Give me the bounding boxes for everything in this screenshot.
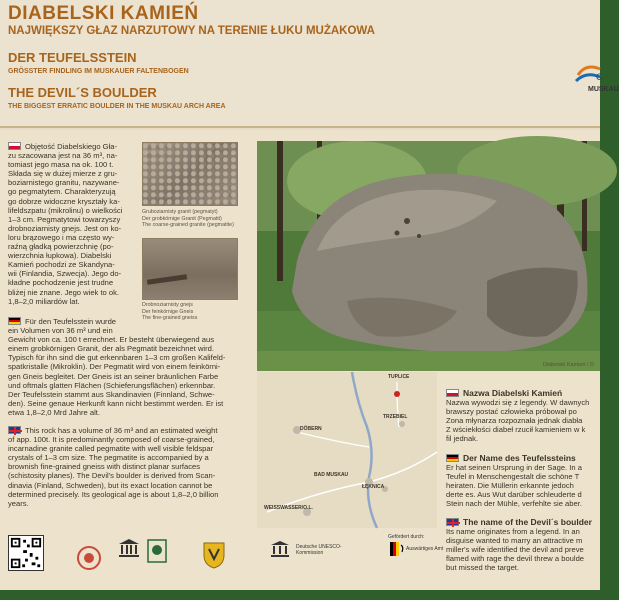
english-flag-icon xyxy=(8,426,21,434)
text-line: years. xyxy=(8,498,29,508)
section-line: flamed with rage the devil threw a boulde xyxy=(446,554,585,563)
text-line: einem grobkörnigen Granit, der als Pegmatit bezeichnet wird. xyxy=(8,344,214,354)
text-line: Składa się w dużej mierze z gru- xyxy=(8,169,118,179)
text-line: Für den Teufelsstein wurde xyxy=(25,317,117,326)
header xyxy=(0,0,619,128)
text-line: Der Teufelsstein stammt aus Skandinavien (Finnland, Schwe- xyxy=(8,389,215,399)
map-label-leknica: ŁĘKNICA xyxy=(362,484,385,490)
german-flag-icon xyxy=(446,454,459,462)
text-line: wii (Finlandia, Szwecja). Jego do- xyxy=(8,269,122,279)
german-subtitle: GRÖSSTER FINDLING IM MUSKAUER FALTENBOGEN xyxy=(8,68,189,75)
name-section-en xyxy=(446,517,606,572)
boulder-photo xyxy=(257,141,600,371)
section-line: but missed the target. xyxy=(446,563,520,572)
text-line: Objętość Diabelskiego Gła- xyxy=(25,142,118,151)
english-title: THE DEVIL´S BOULDER xyxy=(8,85,157,100)
coarse-granite-photo xyxy=(142,142,238,206)
text-line: und oftmals glatten Flächen (Schieferungsflächen) erkennbar. xyxy=(8,380,216,390)
map-label-bad-muskau: BAD MUSKAU xyxy=(314,472,349,478)
logo-text: MUSKAU xyxy=(588,86,619,93)
name-section-de xyxy=(446,453,606,508)
text-line: Gewicht von ca. 100 t errechnet. Er besteht überwiegend aus xyxy=(8,335,214,345)
polish-flag-icon xyxy=(446,389,459,397)
section-line: heiraten. Die Müllerin erkannte jedoch xyxy=(446,481,574,490)
text-line: brownish fine-grained gneiss with distinct planar surfaces xyxy=(8,462,201,472)
bottom-bar xyxy=(0,590,600,600)
section-heading: Nazwa Diabelski Kamień xyxy=(463,388,563,398)
section-line: Er hat seinen Ursprung in der Sage. In a xyxy=(446,463,582,472)
caption-line: Gruboziarnisty granit (pegmatyt) xyxy=(142,209,218,215)
text-line: gen Gneis begleitet. Der Gneis ist an seiner bräunlichen Farbe xyxy=(8,371,219,381)
text-line: loru brązowego i ma często wy- xyxy=(8,232,115,242)
funding-ministry: Auswärtiges Amt xyxy=(406,546,444,552)
text-line: ein Volumen von 36 m³ und ein xyxy=(8,326,113,336)
caption-line: The fine-grained gneiss xyxy=(142,315,198,322)
eagle-emblem-icon xyxy=(390,542,404,556)
text-line: bliżej nie znane. Jego wiek to ok. xyxy=(8,287,120,297)
german-flag-icon xyxy=(8,317,21,325)
text-line: kładne pochodzenie jest trudne xyxy=(8,278,114,288)
caption-line: The coarse-grained granite (pegmatite) xyxy=(142,222,234,229)
text-line: lifeldszpatu (mikrolinu) o wielkości xyxy=(8,205,123,215)
caption-line: Drobnoziarnisty gnejs xyxy=(142,302,193,308)
text-line: (schistosity planes). The Devil's boulder is derived from Scan- xyxy=(8,471,216,481)
english-flag-icon xyxy=(446,518,459,526)
hammer-icon xyxy=(147,274,187,285)
german-title: DER TEUFELSSTEIN xyxy=(8,50,137,65)
text-line: Kamień pochodzi ze Skandyna- xyxy=(8,260,115,270)
map-label-tuplice: TUPLICE xyxy=(388,374,410,380)
caption-line: Der feinkörnige Gneis xyxy=(142,308,194,315)
section-line: brawszy postać człowieka próbował po xyxy=(446,407,577,416)
english-text xyxy=(8,426,254,508)
partner-logo-icon xyxy=(76,545,102,571)
polish-flag-icon xyxy=(8,142,21,150)
coat-of-arms-icon xyxy=(202,541,226,569)
text-line: crystals of 1–3 cm size. The pegmatite is accompanied by a xyxy=(8,453,209,463)
text-line: go pegmatytem. Charakteryzują xyxy=(8,187,116,197)
text-line: 1,8–2,0 miliardów lat. xyxy=(8,296,80,306)
map-label-weisswasser: WEISSWASSER/O.L. xyxy=(264,505,313,511)
section-line: Stein nach der Mühle, verfehlte sie aber. xyxy=(446,499,582,508)
text-line: spatkristalle (Mikroklin). Der Pegmatit wird von einem feinkörni- xyxy=(8,362,221,372)
english-subtitle: THE BIGGEST ERRATIC BOULDER IN THE MUSKAU ARCH AREA xyxy=(8,103,226,110)
coarse-granite-caption xyxy=(142,209,252,229)
section-heading: The name of the Devil´s boulder xyxy=(463,517,592,527)
logo-letter: G xyxy=(596,72,604,82)
section-line: Z wściekłości diabeł rzucił kamieniem w k xyxy=(446,425,586,434)
unesco-logo-icon xyxy=(118,538,140,558)
funding-label: Gefördert durch: xyxy=(388,534,425,540)
text-line: etwa 1,8–2,0 Mrd Jahre alt. xyxy=(8,407,101,417)
page-subtitle: NAJWIĘKSZY GŁAZ NARZUTOWY NA TERENIE ŁUKU MUŻAKOWA xyxy=(8,25,375,37)
section-heading: Der Name des Teufelssteins xyxy=(463,453,576,463)
map-label-trzebiel: TRZEBIEL xyxy=(383,414,408,420)
text-line: 1–3 cm. Pegmatytowi towarzyszy xyxy=(8,214,121,224)
section-line: miller's wife identified the devil and preve xyxy=(446,545,584,554)
text-line: drobnoziarnisty gnejs. Jest on ko- xyxy=(8,223,122,233)
qr-code-icon[interactable] xyxy=(8,535,44,571)
text-line: This rock has a volume of 36 m³ and an estimated weight xyxy=(25,426,218,435)
caption-line: Der grobkörnige Granit (Pegmatit) xyxy=(142,215,222,222)
section-line: Teufel in Menschengestalt die schöne T xyxy=(446,472,580,481)
photo-credit: Diabelski Kamień / D xyxy=(543,362,595,368)
text-line: Typisch für ihn sind die gut erkennbaren 1–3 cm großen Kalifeld- xyxy=(8,353,226,363)
text-line: zu szacowana jest na 36 m³, na- xyxy=(8,151,118,161)
section-line: Nazwa wywodzi się z legendy. W dawnych xyxy=(446,398,590,407)
unesco-commission-text: Deutsche UNESCO-Kommission xyxy=(296,544,342,556)
fine-gneiss-photo xyxy=(142,238,238,300)
section-line: Zona młynarza rozpoznała jednak diabła xyxy=(446,416,583,425)
unesco-commission-logo-icon xyxy=(270,540,290,558)
text-line: incarnadine granite called pegmatite with well visible feldspar xyxy=(8,444,214,454)
section-line: fil jednak. xyxy=(446,434,479,443)
text-line: boziarnistego granitu, nazywane- xyxy=(8,178,120,188)
section-line: Its name originates from a legend. In an xyxy=(446,527,580,536)
text-line: go dobrze widoczne kryształy ka- xyxy=(8,196,120,206)
text-line: den). Seine genaue Herkunft kann nicht bestimmt werden. Er ist xyxy=(8,398,224,408)
text-line: dinavia (Finland, Schweden), but its exact location cannot be xyxy=(8,480,213,490)
text-line: tomiast jego masa na ok. 100 t. xyxy=(8,160,114,170)
page-title: DIABELSKI KAMIEŃ xyxy=(8,3,199,24)
polish-text xyxy=(8,142,136,306)
map-label-doebern: DÖBERN xyxy=(300,426,322,432)
text-line: determined precisely. Its geological age is about 1,8–2,0 billion xyxy=(8,489,219,499)
geopark-seal-icon xyxy=(146,538,168,564)
name-section-pl xyxy=(446,388,606,443)
text-line: of app. 100t. It is predominantly composed of coarse-grained, xyxy=(8,435,215,445)
text-line: raźną gładką powierzchnię (po- xyxy=(8,242,114,252)
section-line: disguise wanted to marry an attractive m xyxy=(446,536,583,545)
german-text xyxy=(8,317,254,417)
text-line: wierzchnia łupkowa). Diabelski xyxy=(8,251,112,261)
section-line: derte es. Aus Wut darüber schleuderte d xyxy=(446,490,582,499)
